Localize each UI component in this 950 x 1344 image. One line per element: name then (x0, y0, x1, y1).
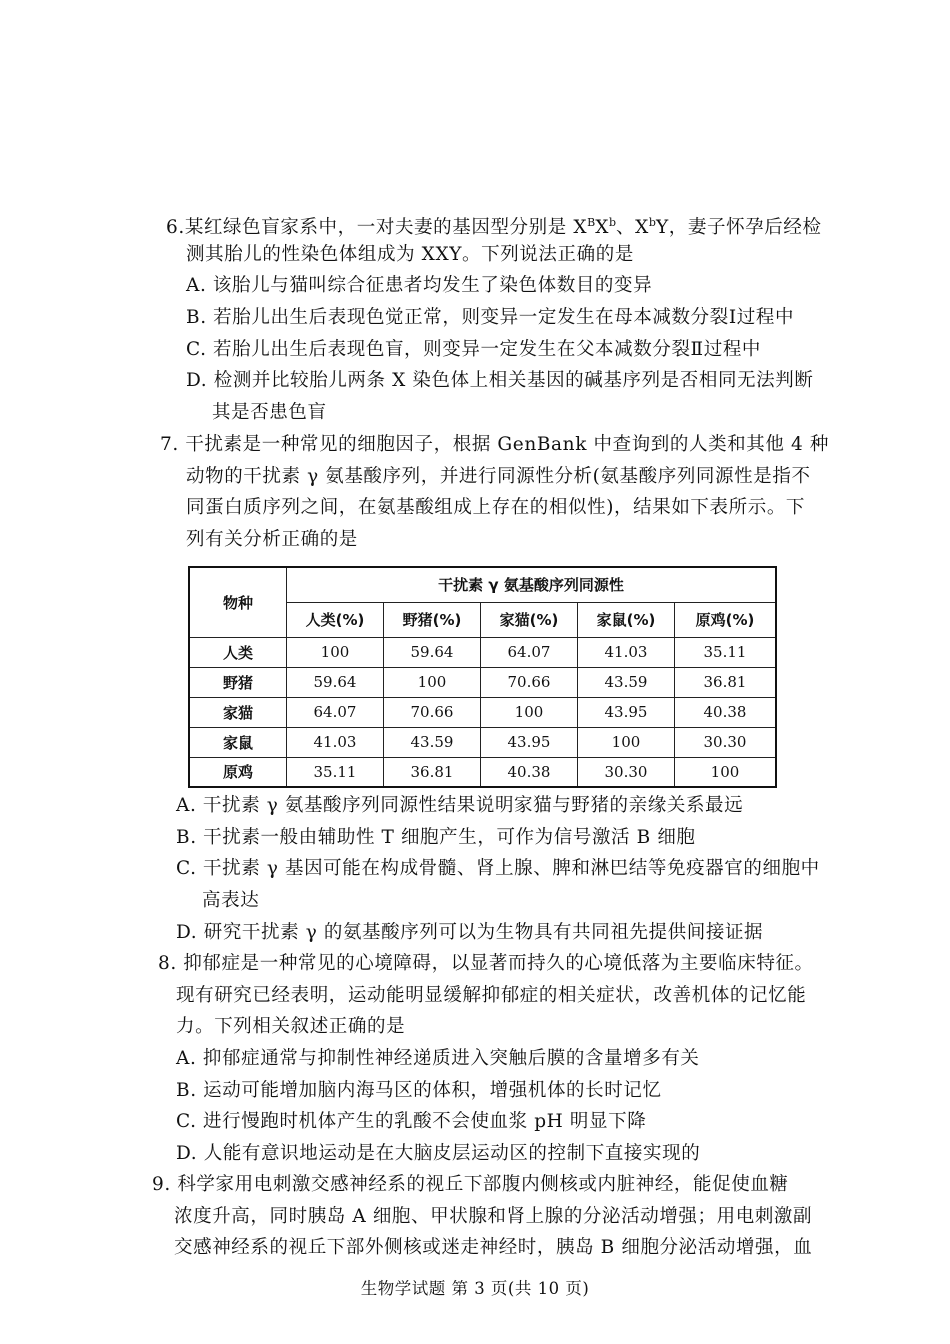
table-row (189, 727, 776, 757)
question-7-option-c: C. 干扰素 γ 基因可能在构成骨髓、肾上腺、脾和淋巴结等免疫器官的细胞中 (176, 858, 820, 879)
column-header: 家鼠(%) (578, 602, 675, 637)
question-8-stem-line-2: 现有研究已经表明，运动能明显缓解抑郁症的相关症状，改善机体的记忆能 (176, 985, 807, 1006)
value-cell: 100 (675, 757, 777, 787)
page-footer: 生物学试题 第 3 页(共 10 页) (360, 1279, 590, 1298)
homology-group-header: 干扰素 γ 氨基酸序列同源性 (287, 567, 777, 602)
homology-table (188, 566, 777, 788)
value-cell: 59.64 (384, 637, 481, 667)
table-row (189, 697, 776, 727)
table-row (189, 757, 776, 787)
value-cell: 100 (578, 727, 675, 757)
question-8-stem-line-1: 8. 抑郁症是一种常见的心境障碍，以显著而持久的心境低落为主要临床特征。 (158, 953, 814, 974)
column-header: 野猪(%) (384, 602, 481, 637)
question-7-option-a: A. 干扰素 γ 氨基酸序列同源性结果说明家猫与野猪的亲缘关系最远 (176, 795, 744, 816)
value-cell: 41.03 (287, 727, 384, 757)
value-cell: 64.07 (287, 697, 384, 727)
value-cell: 35.11 (675, 637, 777, 667)
column-header: 原鸡(%) (675, 602, 777, 637)
table-row (189, 667, 776, 697)
value-cell: 40.38 (481, 757, 578, 787)
question-6-option-d: D. 检测并比较胎儿两条 X 染色体上相关基因的碱基序列是否相同无法判断 (186, 370, 814, 391)
question-7-stem-line-2: 动物的干扰素 γ 氨基酸序列，并进行同源性分析(氨基酸序列同源性是指不 (186, 466, 811, 487)
value-cell: 35.11 (287, 757, 384, 787)
value-cell: 40.38 (675, 697, 777, 727)
species-cell: 人类 (189, 637, 287, 667)
value-cell: 30.30 (675, 727, 777, 757)
column-header: 家猫(%) (481, 602, 578, 637)
value-cell: 43.95 (481, 727, 578, 757)
question-6-stem-line-1: 6.某红绿色盲家系中，一对夫妻的基因型分别是 $X^BX^b$、$X^bY$，妻子怀孕后经检 (166, 216, 822, 238)
question-6-option-a: A. 该胎儿与猫叫综合征患者均发生了染色体数目的变异 (186, 275, 653, 296)
question-8-option-d: D. 人能有意识地运动是在大脑皮层运动区的控制下直接实现的 (176, 1143, 701, 1164)
species-cell: 家猫 (189, 697, 287, 727)
value-cell: 36.81 (384, 757, 481, 787)
question-7-option-b: B. 干扰素一般由辅助性 T 细胞产生，可作为信号激活 B 细胞 (176, 827, 696, 848)
species-cell: 原鸡 (189, 757, 287, 787)
question-9-stem-line-3: 交感神经系的视丘下部外侧核或迷走神经时，胰岛 B 细胞分泌活动增强，血 (174, 1237, 813, 1258)
value-cell: 43.59 (384, 727, 481, 757)
value-cell: 36.81 (675, 667, 777, 697)
question-7-option-c-cont: 高表达 (202, 890, 260, 911)
question-6-option-d-cont: 其是否患色盲 (212, 402, 327, 423)
value-cell: 43.59 (578, 667, 675, 697)
question-9-stem-line-2: 浓度升高，同时胰岛 A 细胞、甲状腺和肾上腺的分泌活动增强；用电刺激副 (174, 1206, 813, 1227)
question-6-option-c: C. 若胎儿出生后表现色盲，则变异一定发生在父本减数分裂Ⅱ过程中 (186, 339, 762, 360)
question-6-option-b: B. 若胎儿出生后表现色觉正常，则变异一定发生在母本减数分裂Ⅰ过程中 (186, 307, 795, 328)
value-cell: 70.66 (384, 697, 481, 727)
value-cell: 64.07 (481, 637, 578, 667)
table-row (189, 637, 776, 667)
question-8-stem-line-3: 力。下列相关叙述正确的是 (176, 1016, 406, 1037)
question-7-option-d: D. 研究干扰素 γ 的氨基酸序列可以为生物具有共同祖先提供间接证据 (176, 922, 764, 943)
species-cell: 野猪 (189, 667, 287, 697)
question-7-stem-line-4: 列有关分析正确的是 (186, 529, 358, 550)
value-cell: 100 (287, 637, 384, 667)
question-9-stem-line-1: 9. 科学家用电刺激交感神经系的视丘下部腹内侧核或内脏神经，能促使血糖 (152, 1174, 789, 1195)
value-cell: 30.30 (578, 757, 675, 787)
value-cell: 70.66 (481, 667, 578, 697)
value-cell: 59.64 (287, 667, 384, 697)
value-cell: 41.03 (578, 637, 675, 667)
question-8-option-b: B. 运动可能增加脑内海马区的体积，增强机体的长时记忆 (176, 1080, 662, 1101)
question-8-option-a: A. 抑郁症通常与抑制性神经递质进入突触后膜的含量增多有关 (176, 1048, 700, 1069)
value-cell: 43.95 (578, 697, 675, 727)
question-8-option-c: C. 进行慢跑时机体产生的乳酸不会使血浆 pH 明显下降 (176, 1111, 647, 1132)
question-7-stem-line-1: 7. 干扰素是一种常见的细胞因子，根据 GenBank 中查询到的人类和其他 4 种 (160, 434, 829, 455)
question-7-stem-line-3: 同蛋白质序列之间，在氨基酸组成上存在的相似性)，结果如下表所示。下 (186, 497, 806, 518)
column-header: 人类(%) (287, 602, 384, 637)
question-6-stem-line-2: 测其胎儿的性染色体组成为 XXY。下列说法正确的是 (186, 244, 634, 265)
value-cell: 100 (481, 697, 578, 727)
value-cell: 100 (384, 667, 481, 697)
species-header: 物种 (189, 567, 287, 637)
species-cell: 家鼠 (189, 727, 287, 757)
